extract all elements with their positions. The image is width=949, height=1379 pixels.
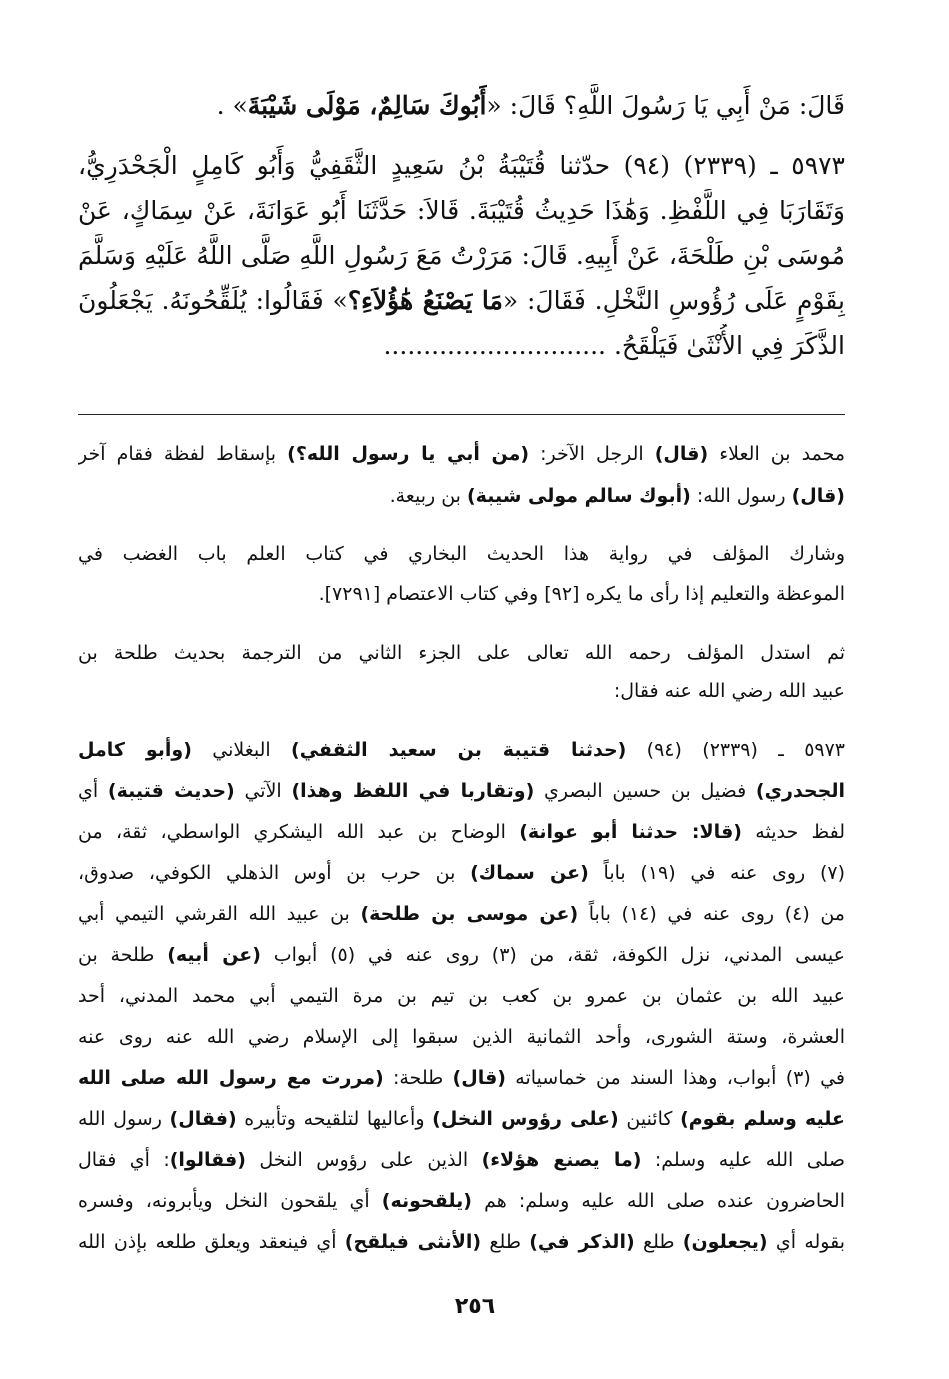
commentary-p2-line-1: وشارك المؤلف في رواية هذا الحديث البخاري في كتاب العلم باب الغضب في (78, 543, 845, 565)
commentary-p4-line-9: في (٣) أبواب، وهذا السند من خماسياته (قال) طلحة: (مررت مع رسول الله صلى الله (78, 1067, 845, 1089)
hadith-line-1: ٥٩٧٣ ـ (٢٣٣٩) (٩٤) حدّثنا قُتَيْبَةُ بْنُ سَعِيدٍ الثَّقَفِيُّ وَأَبُو كَامِلٍ الْجَحْدَرِيُّ، (78, 151, 845, 180)
commentary-p1-line-1: محمد بن العلاء (قال) الرجل الآخر: (من أبي يا رسول الله؟) بإسقاط لفظة فقام آخر (78, 443, 845, 465)
page-number: ٢٥٦ (454, 1294, 496, 1319)
commentary-p4-line-4: (٧) روى عنه في (١٩) باباً (عن سماك) بن حرب بن أوس الذهلي الكوفي، صدوق، (78, 862, 845, 884)
commentary-p1-line-2: (قال) رسول الله: (أبوك سالم مولى شيبة) بن ربيعة. (389, 485, 845, 507)
commentary-p2-line-2: الموعظة والتعليم إذا رأى ما يكره [٩٢] وفي كتاب الاعتصام [٧٢٩١]. (318, 583, 845, 605)
commentary-p4-line-11: صلى الله عليه وسلم: (ما يصنع هؤلاء) الذين على رؤوس النخل (فقالوا): أي فقال (78, 1149, 845, 1171)
commentary-p3-line-1: ثم استدل المؤلف رحمه الله تعالى على الجزء الثاني من الترجمة بحديث طلحة بن (78, 642, 845, 664)
footnote-separator (78, 414, 845, 415)
commentary-p4-line-10: عليه وسلم بقوم) كائنين (على رؤوس النخل) وأعاليها لتلقيحه وتأبيره (فقال) رسول الله (78, 1108, 845, 1130)
commentary-p4-line-3: لفظ حديثه (قالا: حدثنا أبو عوانة) الوضاح بن عبد الله اليشكري الواسطي، ثقة، من (78, 821, 845, 843)
hadith-line-2: وَتَقَارَبَا فِي اللَّفْظِ. وَهَٰذَا حَدِيثُ قُتَيْبَةَ. قَالاَ: حَدَّثَنَا أَبُو عَوَانَةَ، عَنْ سِمَاكٍ، عَنْ (78, 196, 845, 225)
commentary-p4-line-5: من (٤) روى عنه في (١٤) باباً (عن موسى بن طلحة) بن عبيد الله القرشي التيمي أبي (78, 903, 845, 925)
hadith-intro-line: قَالَ: مَنْ أَبِي يَا رَسُولَ اللَّهِ؟ قَالَ: «أَبُوكَ سَالِمٌ، مَوْلَى شَيْبَةَ» . (216, 91, 845, 120)
commentary-p3-line-2: عبيد الله رضي الله عنه فقال: (613, 680, 845, 702)
commentary-p4-line-12: الحاضرون عنده صلى الله عليه وسلم: هم (يلقحونه) أي يلقحون النخل ويأبرونه، وفسره (78, 1190, 845, 1212)
commentary-p4-line-7: عبيد الله بن عثمان بن عمرو بن كعب بن تيم بن مرة التيمي أبي محمد المدني، أحد (78, 985, 845, 1007)
hadith-line-4: بِقَوْمٍ عَلَى رُؤُوسِ النَّخْلِ. فَقَالَ: «مَا يَصْنَعُ هَٰؤُلاَءِ؟» فَقَالُوا: يُلَقِّحُونَهُ. يَجْعَلُونَ (78, 286, 845, 315)
commentary-p4-line-13: بقوله أي (يجعلون) طلع (الذكر في) طلع (الأنثى فيلقح) أي فينعقد ويعلق طلعه بإذن الله (78, 1231, 845, 1253)
hadith-line-3: مُوسَى بْنِ طَلْحَةَ، عَنْ أَبِيهِ. قَالَ: مَرَرْتُ مَعَ رَسُولِ اللَّهِ صَلَّى اللَّهُ عَلَيْهِ وَسَلَّمَ (78, 241, 845, 270)
prophet-reply-quote: أَبُوكَ سَالِمٌ، مَوْلَى شَيْبَةَ (247, 91, 487, 120)
commentary-p4-line-8: العشرة، وستة الشورى، وأحد الثمانية الذين سبقوا إلى الإسلام رضي الله عنه روى عنه (78, 1026, 845, 1048)
hadith-line-5: الذَّكَرَ فِي الأُنْثَىٰ فَيَلْقَحُ. ............................ (383, 331, 845, 360)
commentary-p4-line-2: الجحدري) فضيل بن حسين البصري (وتقاربا في اللفظ وهذا) الآتي (حديث قتيبة) أي (78, 780, 845, 802)
commentary-p4-line-6: عيسى المدني، نزل الكوفة، ثقة، من (٣) روى عنه في (٥) أبواب (عن أبيه) طلحة بن (78, 944, 845, 966)
commentary-p4-line-1: ٥٩٧٣ ـ (٢٣٣٩) (٩٤) (حدثنا قتيبة بن سعيد الثقفي) البغلاني (وأبو كامل (78, 739, 845, 761)
prophet-question-quote: مَا يَصْنَعُ هَٰؤُلاَءِ؟ (347, 286, 503, 315)
